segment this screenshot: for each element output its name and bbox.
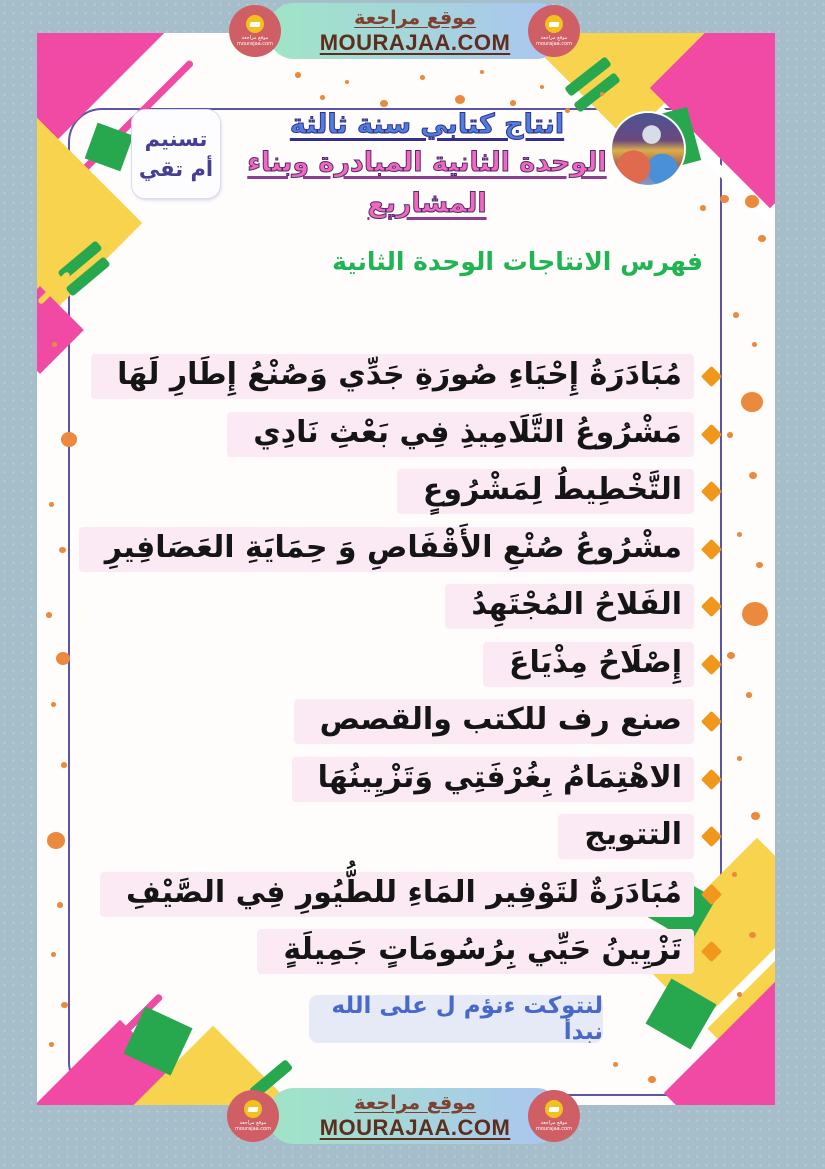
unit-photo	[612, 113, 684, 185]
orange-dot	[51, 952, 56, 957]
orange-dot	[345, 80, 349, 84]
orange-dot	[749, 472, 757, 479]
list-item: مُبَادَرَةُ إِحْيَاءِ صُورَةِ جَدِّي وَصُنْعُ إِطَارِ لَهَا	[92, 348, 719, 406]
orange-dot	[737, 756, 742, 761]
orange-dot	[742, 602, 768, 626]
logo-text-ar: موقع مراجعة	[540, 1119, 568, 1126]
diamond-bullet-icon	[701, 424, 722, 445]
diamond-bullet-icon	[701, 654, 722, 675]
list-item: مُبَادَرَةٌ لتَوْفِير المَاءِ للطُّيُورِ فِي الصَّيْفِ	[92, 866, 719, 924]
orange-dot	[59, 547, 66, 553]
diamond-bullet-icon	[701, 826, 722, 847]
page-subtitle: الوحدة الثانية المبادرة وبناء المشاريع	[247, 147, 607, 219]
orange-dot	[320, 95, 325, 100]
diamond-bullet-icon	[701, 481, 722, 502]
site-logo	[227, 1090, 279, 1142]
orange-dot	[727, 432, 733, 438]
diamond-bullet-icon	[701, 711, 722, 732]
orange-dot	[52, 342, 57, 347]
orange-dot	[61, 1002, 68, 1008]
orange-dot	[61, 762, 67, 768]
closing-phrase: لنتوكت ءنؤم ل على الله نبدأ	[309, 995, 603, 1043]
logo-text-url: mourajaa.com	[535, 41, 572, 47]
orange-dot	[746, 692, 752, 698]
list-item: مَشْرُوعُ التَّلَامِيذِ فِي بَعْثِ نَادِي	[92, 406, 719, 464]
orange-dot	[51, 702, 56, 707]
title-block	[212, 107, 642, 224]
list-item: الاهْتِمَامُ بِغُرْفَتِي وَتَزْيِينُهَا	[92, 751, 719, 809]
orange-dot	[737, 992, 742, 997]
logo-text-ar: موقع مراجعة	[239, 1119, 267, 1126]
list-item: التتويج	[92, 808, 719, 866]
book-logo-icon	[545, 15, 563, 33]
site-footer-badge	[0, 1086, 825, 1156]
page-title: انتاج كتابي سنة ثالثة	[289, 109, 565, 140]
worksheet-card	[37, 33, 775, 1105]
diamond-bullet-icon	[701, 884, 722, 905]
orange-dot	[455, 95, 465, 104]
logo-text-url: mourajaa.com	[535, 1126, 572, 1132]
diamond-bullet-icon	[701, 941, 722, 962]
list-item: تَزْيِينُ حَيِّي بِرُسُومَاتٍ جَمِيلَةٍ	[92, 923, 719, 981]
orange-dot	[510, 100, 516, 106]
book-logo-icon	[246, 15, 264, 33]
orange-dot	[741, 392, 763, 412]
orange-dot	[600, 92, 604, 96]
site-header-badge	[0, 2, 825, 72]
logo-text-ar: موقع مراجعة	[540, 34, 568, 41]
book-logo-icon	[244, 1100, 262, 1118]
list-item: الفَلاحُ المُجْتَهِدُ	[92, 578, 719, 636]
list-item: إِصْلَاحُ مِذْيَاعَ	[92, 636, 719, 694]
diamond-bullet-icon	[701, 539, 722, 560]
orange-dot	[295, 72, 301, 78]
logo-text-url: mourajaa.com	[234, 1126, 271, 1132]
diamond-bullet-icon	[701, 769, 722, 790]
section-heading: فهرس الانتاجات الوحدة الثانية	[332, 247, 703, 276]
orange-dot	[752, 342, 757, 347]
site-url-link[interactable]: MOURAJAA.COM	[319, 1114, 511, 1140]
site-badge-pill	[268, 1088, 562, 1144]
orange-dot	[613, 1062, 618, 1067]
orange-dot	[49, 1042, 54, 1047]
site-logo	[528, 5, 580, 57]
site-url-link[interactable]: MOURAJAA.COM	[319, 29, 511, 55]
book-logo-icon	[545, 1100, 563, 1118]
orange-dot	[420, 75, 425, 80]
productions-list	[92, 348, 719, 981]
orange-dot	[61, 432, 77, 447]
diamond-bullet-icon	[701, 596, 722, 617]
orange-dot	[49, 502, 54, 507]
logo-text-ar: موقع مراجعة	[241, 34, 269, 41]
site-logo	[528, 1090, 580, 1142]
list-item: مشْرُوعُ صُنْعِ الأَقْفَاصِ وَ حِمَايَةِ العَصَافِيرِ	[92, 521, 719, 579]
site-name: موقع مراجعة	[354, 6, 476, 29]
student-name-line2: أم تقي	[138, 157, 214, 181]
orange-dot	[46, 612, 52, 618]
orange-dot	[745, 195, 759, 208]
orange-dot	[47, 832, 65, 849]
site-logo	[229, 5, 281, 57]
orange-dot	[727, 652, 735, 659]
site-name: موقع مراجعة	[354, 1091, 476, 1114]
student-name-line1: تسنيم	[144, 126, 208, 151]
logo-text-url: mourajaa.com	[236, 41, 273, 47]
orange-dot	[540, 85, 544, 89]
orange-dot	[732, 872, 737, 877]
site-badge-pill	[268, 3, 562, 59]
orange-dot	[720, 195, 729, 203]
orange-dot	[700, 205, 706, 211]
orange-dot	[56, 652, 70, 665]
student-name-box	[132, 110, 220, 198]
diamond-bullet-icon	[701, 366, 722, 387]
orange-dot	[751, 812, 760, 820]
orange-dot	[737, 532, 742, 537]
list-item: صنع رف للكتب والقصص	[92, 693, 719, 751]
orange-dot	[57, 902, 63, 908]
orange-dot	[733, 312, 739, 318]
list-item: التَّخْطِيطُ لِمَشْرُوعٍ	[92, 463, 719, 521]
orange-dot	[758, 235, 766, 242]
orange-dot	[756, 562, 763, 568]
